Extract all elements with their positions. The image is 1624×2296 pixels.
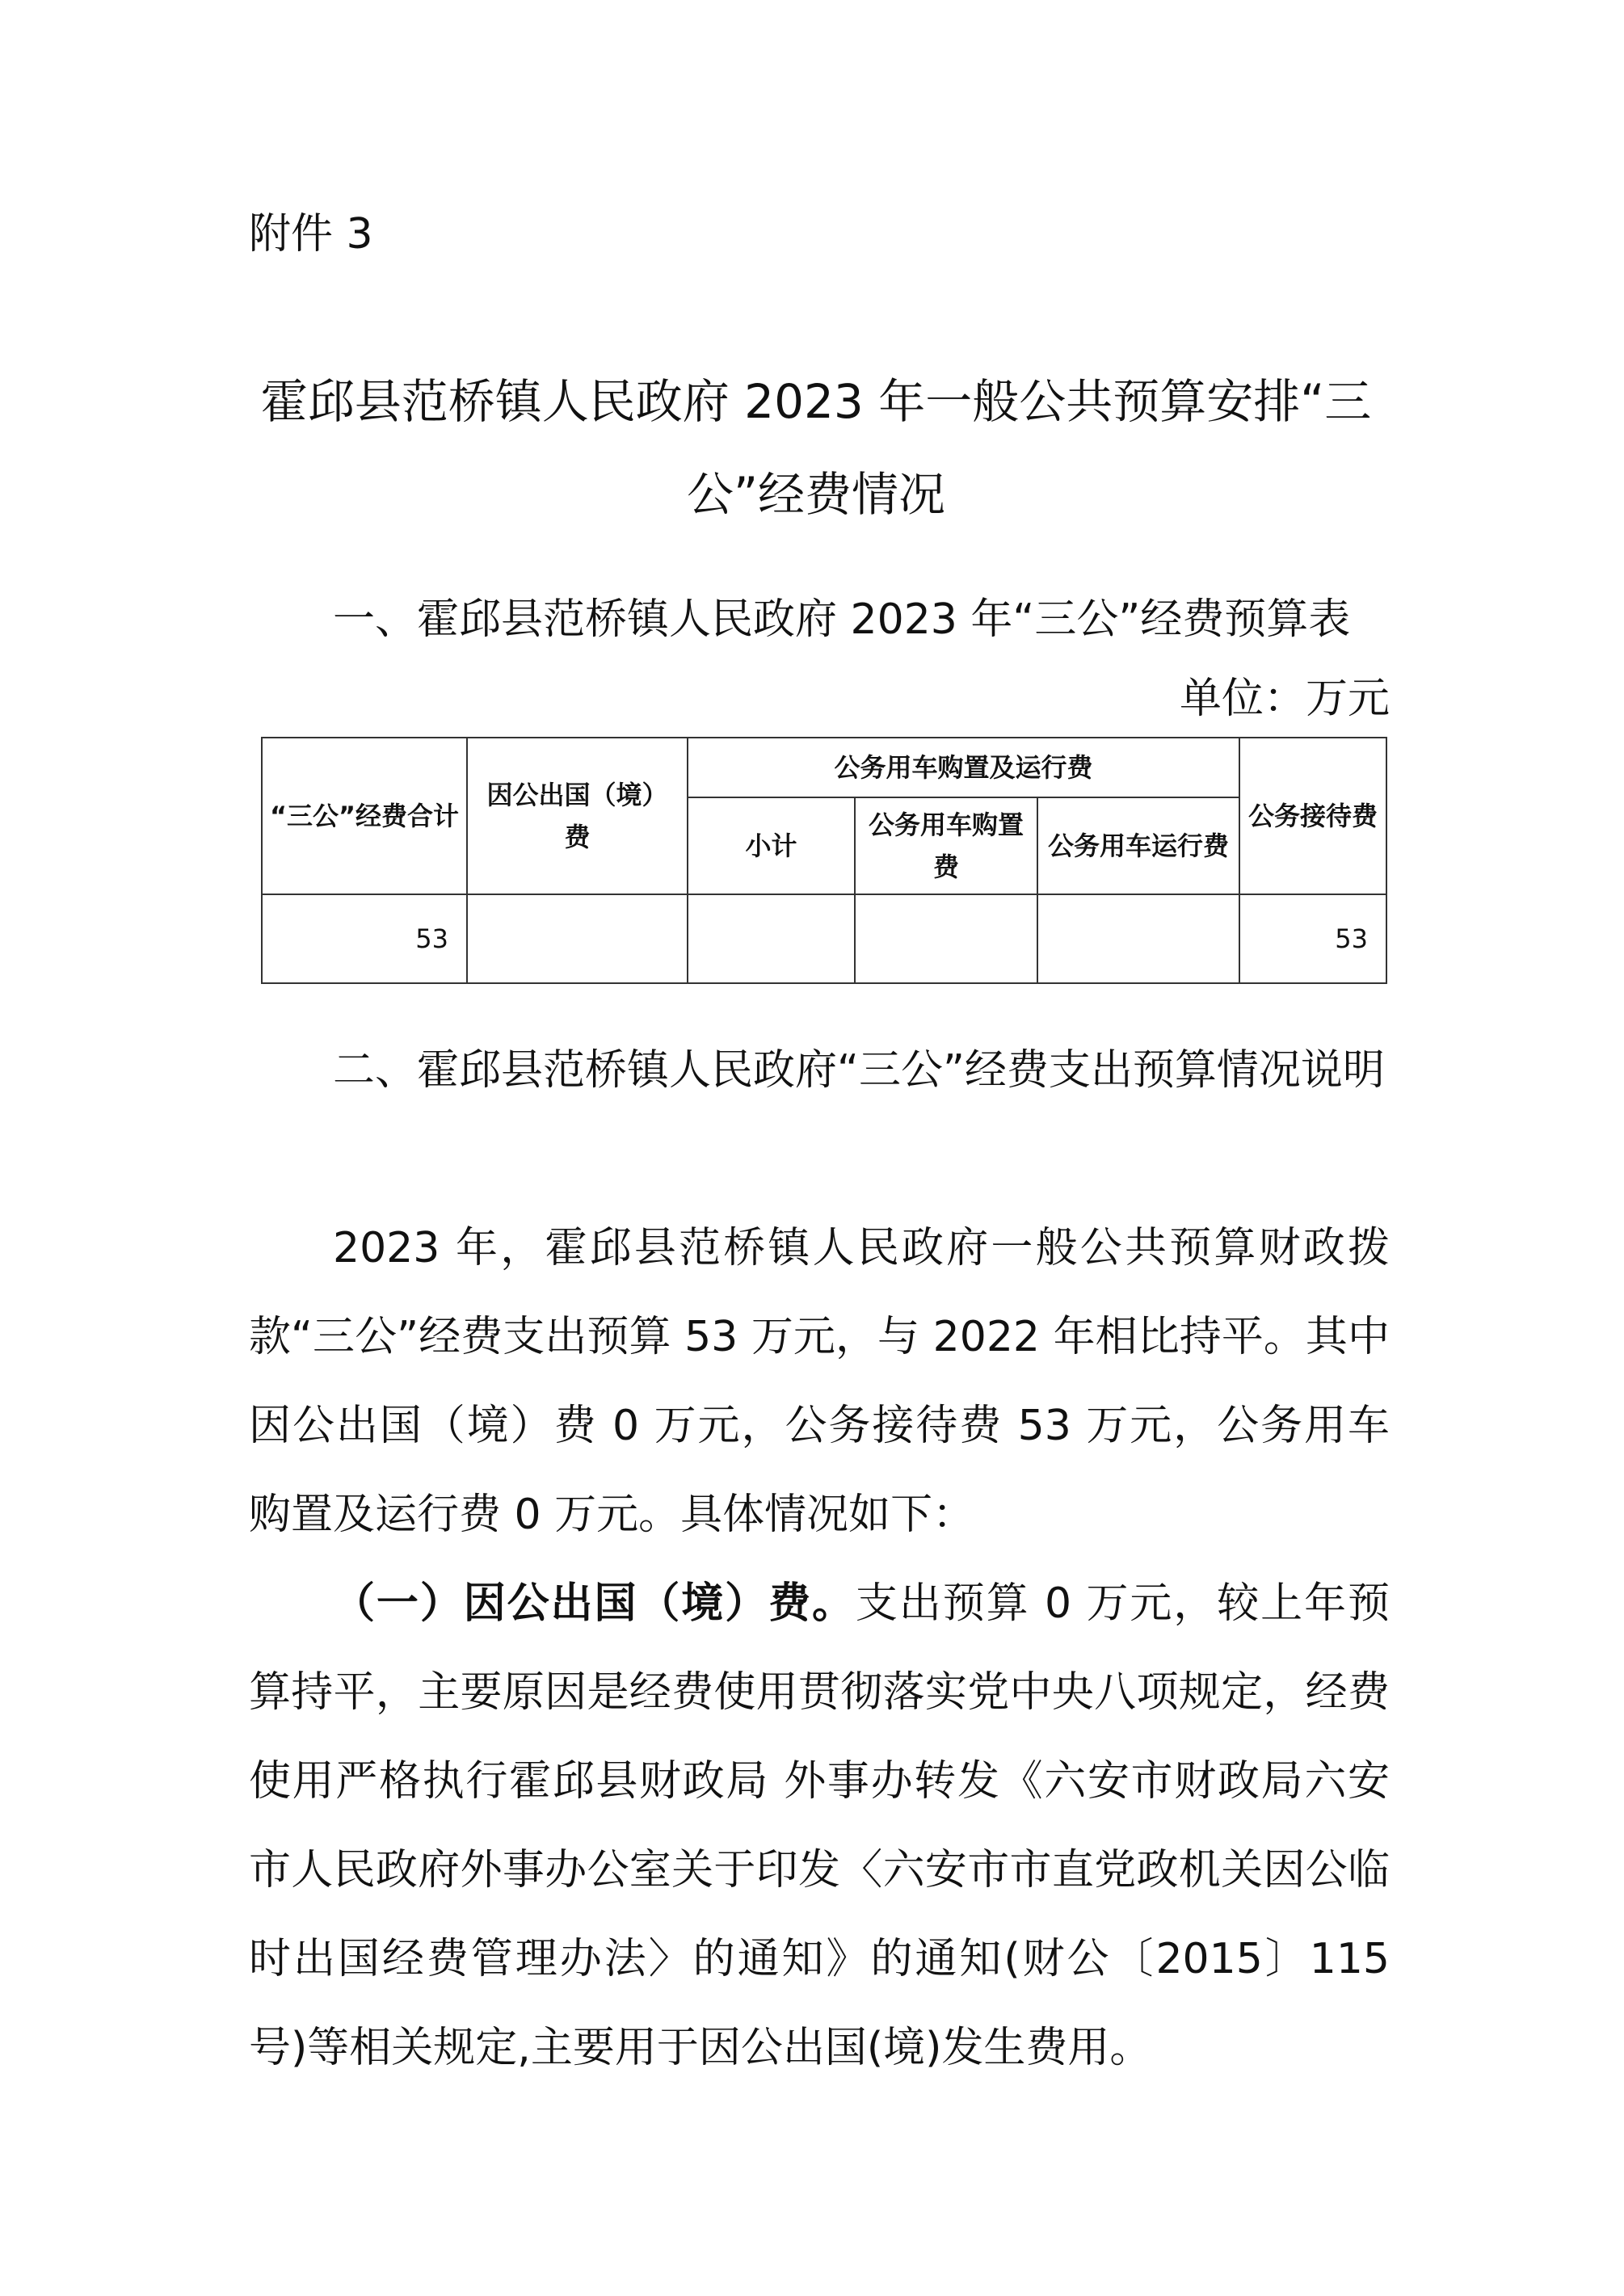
cell-overseas — [467, 894, 688, 983]
cell-vehicle-operation — [1037, 894, 1239, 983]
paragraph-overseas-text: 支出预算 0 万元，较上年预算持平，主要原因是经费使用贯彻落实党中央八项规定，经费使用严格执行霍邱县财政局 外事办转发《六安市财政局六安市人民政府外事办公室关于印发〈六安市市直党政机关因公临时出国经费管理办法〉的通知》的通知(财公〔2015〕115 号)等相关规定,主要用于因公出国(境)发生费用。 — [249, 1579, 1390, 2072]
cell-total: 53 — [262, 894, 467, 983]
header-subtotal: 小计 — [688, 797, 855, 894]
cell-subtotal — [688, 894, 855, 983]
unit-label: 单位：万元 — [1179, 675, 1390, 723]
header-vehicle-operation: 公务用车运行费 — [1037, 797, 1239, 894]
header-reception: 公务接待费 — [1239, 738, 1386, 894]
table-header-row — [262, 738, 1386, 797]
table-row — [262, 894, 1386, 983]
paragraph-overseas — [249, 1559, 1390, 2092]
cell-reception: 53 — [1239, 894, 1386, 983]
header-overseas: 因公出国（境）费 — [467, 738, 688, 894]
budget-table — [261, 737, 1387, 984]
section-1-heading: 一、霍邱县范桥镇人民政府 2023 年“三公”经费预算表 — [333, 595, 1351, 644]
header-total: “三公”经费合计 — [262, 738, 467, 894]
attachment-label: 附件 3 — [249, 210, 373, 259]
paragraph-summary: 2023 年，霍邱县范桥镇人民政府一般公共预算财政拨款“三公”经费支出预算 53 万元，与 2022 年相比持平。其中因公出国（境）费 0 万元，公务接待费 53 万元，公务用车购置及运行费 0 万元。具体情况如下： — [249, 1224, 1390, 1539]
section-2-heading: 二、霍邱县范桥镇人民政府“三公”经费支出预算情况说明 — [333, 1046, 1385, 1095]
header-vehicle-purchase: 公务用车购置费 — [855, 797, 1037, 894]
paragraph-overseas-heading: （一）因公出国（境）费。 — [333, 1579, 856, 1628]
document-title: 霍邱县范桥镇人民政府 2023 年一般公共预算安排“三公”经费情况 — [260, 374, 1372, 522]
cell-vehicle-purchase — [855, 894, 1037, 983]
header-vehicle-group: 公务用车购置及运行费 — [688, 738, 1239, 797]
